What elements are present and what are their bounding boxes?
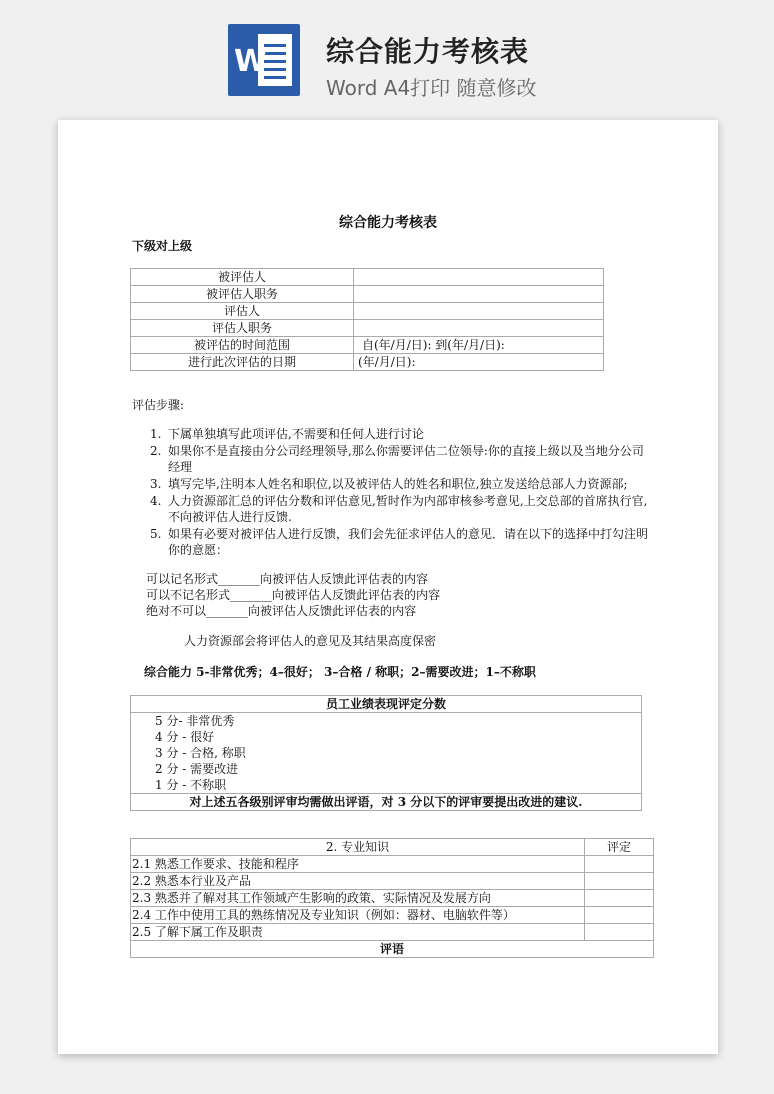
step-number: 4. [150, 494, 162, 508]
knowledge-item: 2.5 了解下属工作及职责 [131, 924, 585, 941]
score-table-header: 员工业绩表现评定分数 [131, 696, 642, 713]
table-row [131, 924, 654, 941]
score-level: 2 分 - 需要改进 [155, 762, 239, 776]
table-row [131, 941, 654, 958]
info-label: 被评估的时间范围 [131, 337, 354, 354]
score-level: 5 分- 非常优秀 [155, 714, 235, 728]
header-banner [0, 0, 774, 112]
feedback-option-none[interactable]: 绝对不可以_______向被评估人反馈此评估表的内容 [146, 604, 417, 618]
rating-cell[interactable] [585, 890, 654, 907]
step-text: 填写完毕,注明本人姓名和职位,以及被评估人的姓名和职位,独立发送给总部人力资源部; [168, 477, 628, 491]
banner-subtitle: Word A4打印 随意修改 [326, 76, 537, 100]
table-row [131, 269, 604, 286]
table-row [131, 890, 654, 907]
knowledge-item: 2.4 工作中使用工具的熟练情况及专业知识（例如：器材、电脑软件等） [131, 907, 585, 924]
document-page [58, 120, 718, 1054]
table-row [131, 713, 642, 794]
table-row [131, 286, 604, 303]
info-value-field[interactable] [354, 320, 604, 337]
table-row [131, 696, 642, 713]
info-label: 进行此次评估的日期 [131, 354, 354, 371]
steps-list [150, 426, 650, 559]
table-row [131, 303, 604, 320]
score-level: 3 分 - 合格, 称职 [155, 746, 246, 760]
table-row [131, 354, 604, 371]
word-app-icon [228, 24, 300, 96]
info-table [130, 268, 604, 371]
step-text: 如果你不是直接由分公司经理领导,那么你需要评估二位领导:你的直接上级以及当地分公司经理 [168, 444, 644, 474]
list-item [150, 476, 650, 492]
table-row [131, 320, 604, 337]
score-table-footer: 对上述五各级别评审均需做出评语，对 3 分以下的评审要提出改进的建议. [131, 794, 642, 811]
rating-header: 评定 [585, 839, 654, 856]
feedback-option-named[interactable]: 可以记名形式_______向被评估人反馈此评估表的内容 [146, 572, 429, 586]
document-title: 综合能力考核表 [339, 215, 437, 231]
rating-cell[interactable] [585, 856, 654, 873]
info-label: 被评估人职务 [131, 286, 354, 303]
comment-label: 评语 [131, 941, 654, 958]
info-value-field[interactable] [354, 286, 604, 303]
step-number: 5. [150, 527, 162, 541]
rating-cell[interactable] [585, 924, 654, 941]
knowledge-item: 2.2 熟悉本行业及产品 [131, 873, 585, 890]
table-row [131, 873, 654, 890]
rating-cell[interactable] [585, 873, 654, 890]
word-icon-letter: W [234, 44, 268, 79]
step-text: 下属单独填写此项评估,不需要和任何人进行讨论 [168, 427, 424, 441]
score-level: 1 分 - 不称职 [155, 778, 227, 792]
table-row [131, 337, 604, 354]
table-row [131, 856, 654, 873]
score-level: 4 分 - 很好 [155, 730, 215, 744]
info-label: 被评估人 [131, 269, 354, 286]
info-value-field[interactable]: (年/月/日): [354, 354, 604, 371]
table-row [131, 907, 654, 924]
banner-title: 综合能力考核表 [326, 35, 530, 68]
rating-scale-line: 综合能力 5-非常优秀；4–很好； 3–合格 / 称职；2–需要改进；1–不称职 [144, 665, 536, 679]
step-number: 2. [150, 444, 162, 458]
knowledge-table [130, 838, 654, 958]
info-value-field[interactable] [354, 303, 604, 320]
score-table [130, 695, 642, 811]
table-row [131, 794, 642, 811]
list-item [150, 493, 650, 525]
knowledge-item: 2.3 熟悉并了解对其工作领域产生影响的政策、实际情况及发展方向 [131, 890, 585, 907]
steps-title: 评估步骤: [132, 398, 185, 412]
step-number: 1. [150, 427, 162, 441]
score-levels [131, 713, 642, 794]
table-row [131, 839, 654, 856]
confidential-note: 人力资源部会将评估人的意见及其结果高度保密 [184, 634, 437, 648]
list-item [150, 526, 650, 558]
list-item [150, 426, 650, 442]
step-text: 人力资源部汇总的评估分数和评估意见,暂时作为内部审核参考意见,上交总部的首席执行官,不向被评估人进行反馈. [168, 494, 648, 524]
document-subtitle: 下级对上级 [132, 239, 193, 253]
step-text: 如果有必要对被评估人进行反馈，我们会先征求评估人的意见．请在以下的选择中打勾注明你的意愿： [168, 527, 649, 557]
info-label: 评估人 [131, 303, 354, 320]
info-value-field[interactable]: 自(年/月/日): 到(年/月/日): [354, 337, 604, 354]
info-label: 评估人职务 [131, 320, 354, 337]
feedback-option-anonymous[interactable]: 可以不记名形式_______向被评估人反馈此评估表的内容 [146, 588, 441, 602]
info-value-field[interactable] [354, 269, 604, 286]
knowledge-header: 2. 专业知识 [131, 839, 585, 856]
step-number: 3. [150, 477, 162, 491]
knowledge-item: 2.1 熟悉工作要求、技能和程序 [131, 856, 585, 873]
rating-cell[interactable] [585, 907, 654, 924]
list-item [150, 443, 650, 475]
